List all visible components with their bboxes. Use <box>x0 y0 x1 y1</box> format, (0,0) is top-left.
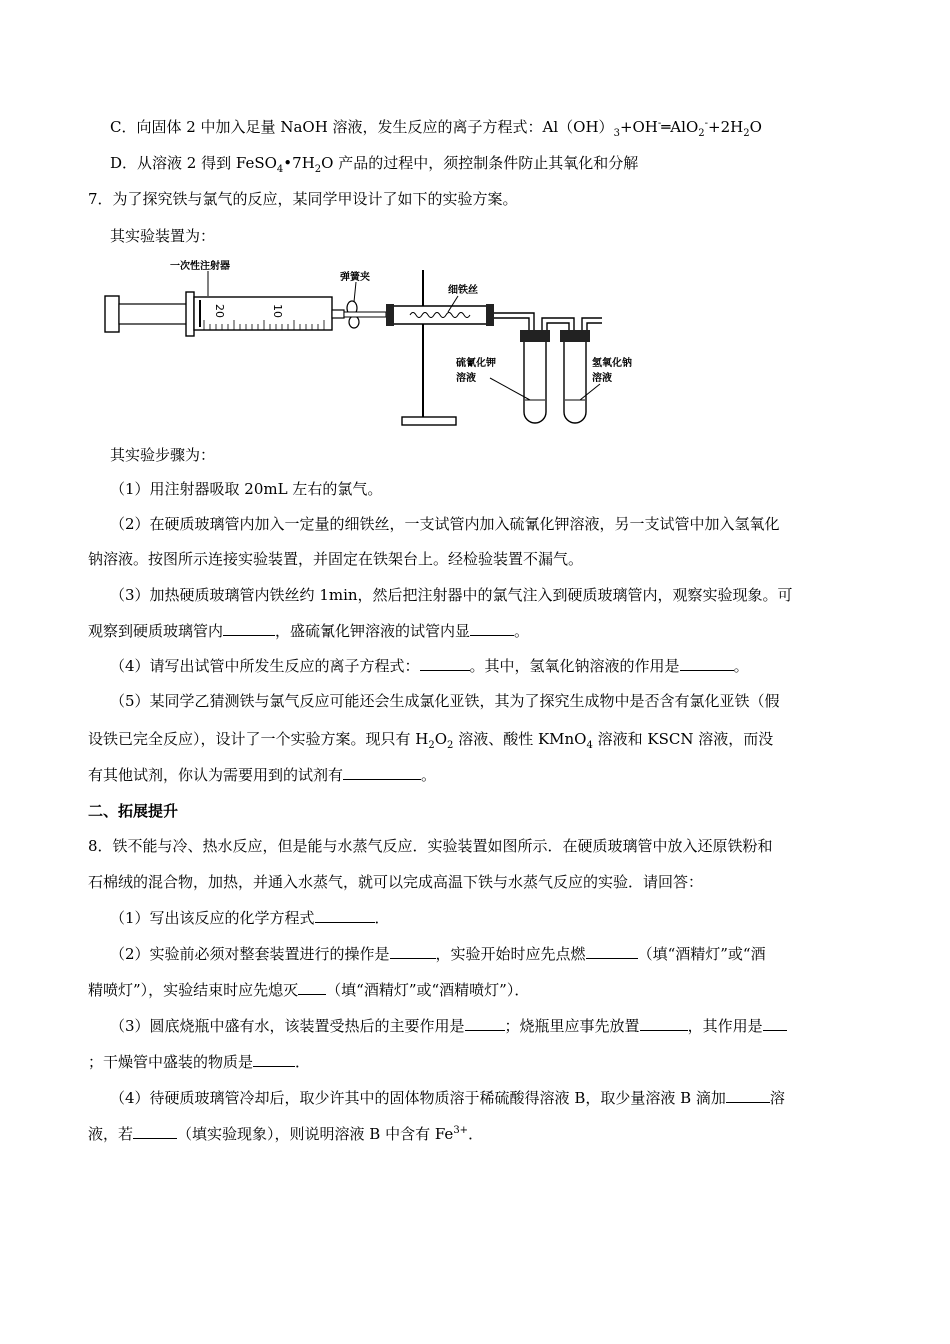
q7-stem: 7．为了探究铁与氯气的反应，某同学甲设计了如下的实验方案。 <box>88 190 518 208</box>
iron-wire-label: 细铁丝 <box>448 285 478 296</box>
q8-part4-line1: （4）待硬质玻璃管冷却后，取少许其中的固体物质溶于稀硫酸得溶液 B，取少量溶液 B 滴加 溶 <box>110 1089 785 1107</box>
test-tube-2 <box>564 342 586 423</box>
q8-stem-line2: 石棉绒的混合物，加热，并通入水蒸气，就可以完成高温下铁与水蒸气反应的实验．请回答： <box>88 873 704 891</box>
section-title: 二、拓展提升 <box>88 802 179 820</box>
answer-blank[interactable] <box>298 980 326 995</box>
glass-tube-stopper-left <box>386 304 394 326</box>
answer-blank[interactable] <box>343 765 421 780</box>
test-tube-1-stopper <box>520 330 550 342</box>
syringe-flange <box>186 292 194 336</box>
rubber-tube <box>344 312 386 317</box>
answer-blank[interactable] <box>640 1016 688 1031</box>
syringe-plunger-rod <box>119 304 189 324</box>
clip-label: 弹簧夹 <box>340 272 370 283</box>
answer-blank[interactable] <box>253 1052 295 1067</box>
syringe-scale-20: 20 <box>213 304 226 318</box>
q7-step2-line2: 钠溶液。按图所示连接实验装置，并固定在铁架台上。经检验装置不漏气。 <box>88 550 584 568</box>
answer-blank[interactable] <box>586 944 638 959</box>
syringe-plunger-handle <box>105 296 119 332</box>
q8-part2-line1: （2）实验前必须对整套装置进行的操作是 ，实验开始时应先点燃 （填“酒精灯”或“酒 <box>110 945 766 963</box>
q7-step5-line1: （5）某同学乙猜测铁与氯气反应可能还会生成氯化亚铁，其为了探究生成物中是否含有氯化亚铁（假 <box>110 692 780 710</box>
answer-blank[interactable] <box>315 908 375 923</box>
exhaust-tube <box>582 318 602 332</box>
q8-part2-line2: 精喷灯”），实验结束时应先熄灭 （填“酒精灯”或“酒精喷灯”）． <box>88 981 530 999</box>
q7-steps-intro: 其实验步骤为： <box>110 446 216 464</box>
answer-blank[interactable] <box>465 1016 505 1031</box>
syringe-scale-10: 10 <box>271 304 284 318</box>
answer-blank[interactable] <box>726 1088 770 1103</box>
q7-step1: （1）用注射器吸取 20mL 左右的氯气。 <box>110 480 383 498</box>
naoh-label-line1: 氢氧化钠 <box>592 358 632 369</box>
answer-blank[interactable] <box>470 621 514 636</box>
spring-clip-lower <box>349 316 359 328</box>
q8-part3-line2: ；干燥管中盛装的物质是 ． <box>88 1053 311 1071</box>
stand-base <box>402 417 456 425</box>
test-tube-1 <box>524 342 546 423</box>
q8-part3-line1: （3）圆底烧瓶中盛有水，该装置受热后的主要作用是 ；烧瓶里应事先放置 ，其作用是 <box>110 1016 787 1036</box>
q8-part4-line2: 液，若 （填实验现象），则说明溶液 B 中含有 $Fe^{3+}$． <box>88 1125 484 1143</box>
q7-step5-line2: 设铁已完全反应），设计了一个实验方案。现只有 $H_2O_2$ 溶液、酸性 KMnO$_4$ 溶液和 KSCN 溶液，而没 <box>88 730 774 751</box>
experiment-apparatus-figure <box>100 260 660 435</box>
clip-label-leader <box>354 282 356 302</box>
test-tube-2-stopper <box>560 330 590 342</box>
q8-stem-line1: 8．铁不能与冷、热水反应，但是能与水蒸气反应．实验装置如图所示．在硬质玻璃管中放入还原铁粉和 <box>88 837 773 855</box>
q6-option-c: C．向固体 2 中加入足量 NaOH 溶液，发生反应的离子方程式：$Al(OH)_3+OH^-═AlO_2^-+2H_2O$ <box>110 118 762 139</box>
kscn-label-line1: 硫氰化钾 <box>456 358 496 369</box>
q7-step5-line3: 有其他试剂，你认为需要用到的试剂有 。 <box>88 766 437 784</box>
q7-step3-line1: （3）加热硬质玻璃管内铁丝约 1min，然后把注射器中的氯气注入到硬质玻璃管内，观察实验现象。可 <box>110 586 793 604</box>
answer-blank[interactable] <box>420 656 470 671</box>
q8-part1: （1）写出该反应的化学方程式 ． <box>110 909 390 927</box>
naoh-label-line2: 溶液 <box>592 373 612 384</box>
q7-step3-line2: 观察到硬质玻璃管内 ，盛硫氰化钾溶液的试管内显 。 <box>88 622 530 640</box>
syringe-nozzle <box>332 310 344 318</box>
q6-option-d: D．从溶液 2 得到 $FeSO_4•7H_2O$ 产品的过程中，须控制条件防止其氧化和分解 <box>110 154 639 175</box>
answer-blank[interactable] <box>680 656 734 671</box>
answer-blank[interactable] <box>223 621 275 636</box>
answer-blank[interactable] <box>390 944 436 959</box>
syringe-label: 一次性注射器 <box>170 261 230 272</box>
glass-tube-stopper-right <box>486 304 494 326</box>
q7-step4: （4）请写出试管中所发生反应的离子方程式： 。其中，氢氧化钠溶液的作用是 。 <box>110 657 749 675</box>
answer-blank[interactable] <box>133 1124 177 1139</box>
q7-step2-line1: （2）在硬质玻璃管内加入一定量的细铁丝，一支试管内加入硫氰化钾溶液，另一支试管中加入氢氧化 <box>110 515 780 533</box>
q7-apparatus-intro: 其实验装置为： <box>110 227 216 245</box>
answer-blank[interactable] <box>763 1016 787 1031</box>
kscn-label-line2: 溶液 <box>456 373 476 384</box>
